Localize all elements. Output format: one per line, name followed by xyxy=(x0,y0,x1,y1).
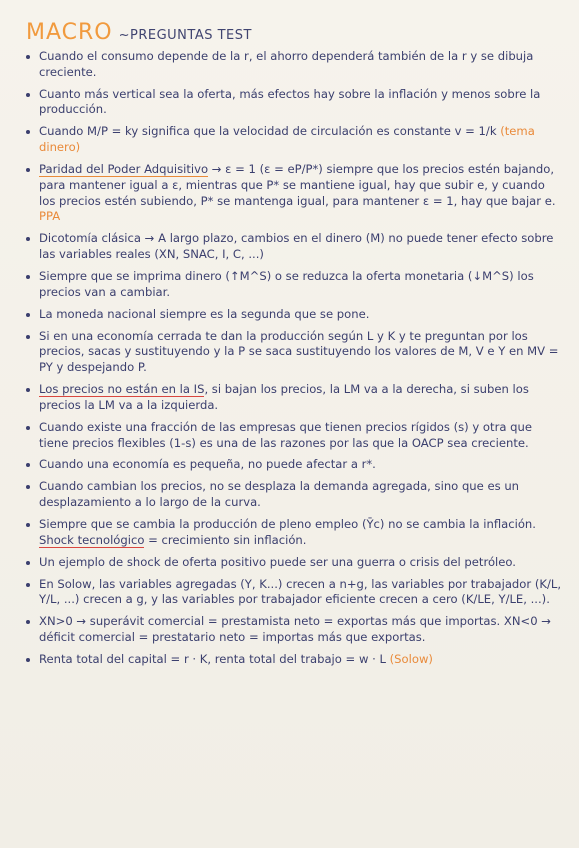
note-text: Cuando el consumo depende de la r, el ahorro dependerá también de la r y se dibuja creciente. xyxy=(39,49,534,79)
note-lead: Los precios no están en la IS xyxy=(39,382,205,397)
note-text: Cuando una economía es pequeña, no puede afectar a r*. xyxy=(39,457,376,472)
list-item xyxy=(26,87,561,119)
title-row xyxy=(26,20,561,45)
note-lead: Shock tecnológico xyxy=(39,532,145,547)
note-text: Un ejemplo de shock de oferta positivo puede ser una guerra o crisis del petróleo. xyxy=(39,554,516,569)
notes-list xyxy=(26,49,561,668)
note-extra: (tema dinero) xyxy=(39,124,535,155)
list-item xyxy=(26,457,561,473)
list-item xyxy=(26,577,561,609)
note-text: Cuando existe una fracción de las empresas que tienen precios rígidos (s) y otra que tiene precios flexibles (1-s) es una de las razones por las que la OACP sea creciente. xyxy=(39,419,532,450)
list-item xyxy=(26,307,561,323)
note-text: Cuando M/P = ky significa que la velocidad de circulación es constante v = 1/k xyxy=(39,124,497,139)
list-item xyxy=(26,517,561,549)
list-item xyxy=(26,652,561,668)
note-text: Si en una economía cerrada te dan la producción según L y K y te preguntan por los precios, sacas y sustituyendo y la P se saca sustituyendo los valores de M, V e Y en MV = PY y despejando P. xyxy=(39,328,559,375)
note-text-2: = crecimiento sin inflación. xyxy=(144,532,307,547)
list-item xyxy=(26,614,561,646)
note-text: Renta total del capital = r · K, renta total del trabajo = w · L xyxy=(39,652,386,666)
note-extra: (Solow) xyxy=(389,652,433,666)
list-item xyxy=(26,329,561,376)
note-text: La moneda nacional siempre es la segunda que se pone. xyxy=(39,306,370,321)
list-item xyxy=(26,162,561,225)
note-text: En Solow, las variables agregadas (Y, K...) crecen a n+g, las variables por trabajador (K/L, Y/L, ...) crecen a g, y las variables por trabajador eficiente crecen a cero (K/LE, Y/LE, ...). xyxy=(39,576,562,607)
list-item xyxy=(26,555,561,571)
list-item xyxy=(26,49,561,81)
note-text: Siempre que se cambia la producción de pleno empleo (Ȳc) no se cambia la inflación. xyxy=(39,517,536,532)
list-item xyxy=(26,420,561,452)
note-text: , si bajan los precios, la LM va a la derecha, si suben los precios la LM va a la izquierda. xyxy=(39,382,529,412)
note-text: XN>0 → superávit comercial = prestamista neto = exportas más que importas. XN<0 → déficit comercial = prestatario neto = importas más que exportas. xyxy=(39,614,551,645)
note-text: Siempre que se imprima dinero (↑M^S) o se reduzca la oferta monetaria (↓M^S) los precios van a cambiar. xyxy=(39,269,534,299)
note-text: Dicotomía clásica → A largo plazo, cambios en el dinero (M) no puede tener efecto sobre las variables reales (XN, SNAC, I, C, ...) xyxy=(39,231,554,262)
note-text: Cuanto más vertical sea la oferta, más efectos hay sobre la inflación y menos sobre la producción. xyxy=(39,86,541,117)
list-item xyxy=(26,382,561,414)
page-subtitle: ~PREGUNTAS TEST xyxy=(118,28,252,43)
list-item xyxy=(26,479,561,511)
list-item xyxy=(26,269,561,301)
list-item xyxy=(26,124,561,156)
list-item xyxy=(26,231,561,263)
note-text: → ε = 1 (ε = eP/P*) siempre que los precios estén bajando, para mantener igual a ε, mientras que P* se mantiene igual, hay que subir e, y cuando los precios estén subiendo, P* se mantenga igual, para mantener ε = 1, hay que bajar e. xyxy=(39,162,556,208)
page-title: MACRO xyxy=(26,20,113,45)
note-lead: Paridad del Poder Adquisitivo xyxy=(39,162,209,177)
note-tag: PPA xyxy=(39,209,61,224)
note-text: Cuando cambian los precios, no se desplaza la demanda agregada, sino que es un desplazamiento a lo largo de la curva. xyxy=(39,479,520,510)
